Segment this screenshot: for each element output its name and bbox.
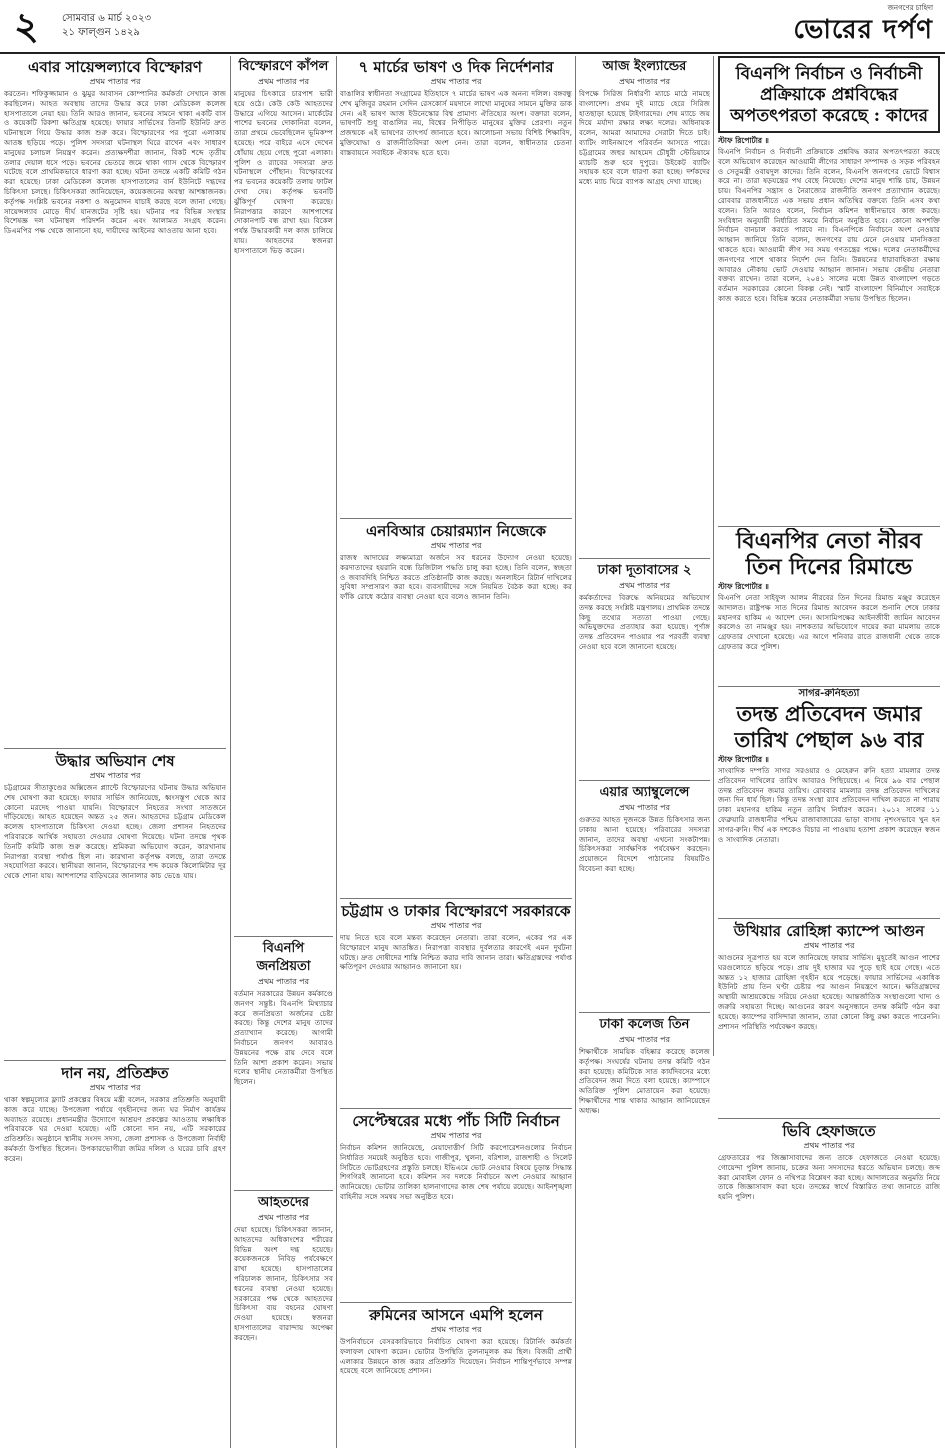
article [340, 900, 572, 1106]
newspaper-logo [793, 4, 933, 47]
article [579, 782, 710, 1012]
section-rule [234, 936, 333, 937]
continuation-label: প্রথম পাতার পর [89, 1083, 141, 1092]
article [718, 528, 940, 684]
brand-name: ভোরের দর্পণ [793, 15, 933, 45]
headline: আজ ইংল্যান্ডের [602, 59, 687, 74]
lead-article [718, 56, 940, 524]
article-body: চট্টগ্রামের সীতাকুণ্ডের অক্সিজেন প্ল্যান্টে বিস্ফোরণের ঘটনায় উদ্ধার অভিযান শেষ ঘোষণা করা হয়েছে। ফায়ার সার্ভিস জানিয়েছে, ধ্বংসস্তূপ থেকে আর কোনো মরদেহ পাওয়া যায়নি। বিস্ফোরণে নিহতের সংখ্যা সাতজনে দাঁড়িয়েছে। আহত হয়েছেন অন্তত ২৫ জন। আহতদের চট্টগ্রাম মেডিকেল কলেজ হাসপাতালে চিকিৎসা দেওয়া হচ্ছে। জেলা প্রশাসন নিহতদের পরিবারকে আর্থিক সহায়তা দেওয়ার ঘোষণা দিয়েছে। ঘটনা তদন্তে পৃথক তিনটি কমিটি কাজ শুরু করেছে। শ্রমিকরা অভিযোগ করেন, কারখানায় নিরাপত্তা ব্যবস্থা পর্যাপ্ত ছিল না। কারখানা কর্তৃপক্ষ বলছে, তারা তদন্তে সহযোগিতা করবে। স্থানীয়রা জানান, বিস্ফোরণের শব্দ কয়েক কিলোমিটার দূর থেকে শোনা যায়। আশপাশের বাড়িঘরের জানালার কাচ ভেঙে যায়। [4, 783, 226, 881]
column-rule [230, 56, 231, 1448]
continuation-label: প্রথম পাতার পর [89, 771, 141, 780]
article [4, 1062, 226, 1448]
article-body: শিক্ষার্থীকে সাময়িক বহিষ্কার করেছে কলেজ কর্তৃপক্ষ। সংঘর্ষের ঘটনায় তদন্ত কমিটি গঠন করা হয়েছে। কমিটিকে সাত কার্যদিবসের মধ্যে প্রতিবেদন জমা দিতে বলা হয়েছে। ক্যাম্পাসে অতিরিক্ত পুলিশ মোতায়েন করা হয়েছে। শিক্ষার্থীদের শান্ত থাকার আহ্বান জানিয়েছেন অধ্যক্ষ। [579, 1047, 710, 1115]
section-rule [718, 918, 940, 919]
article-body: সাংবাদিক দম্পতি সাগর সরওয়ার ও মেহেরুন রুনি হত্যা মামলার তদন্ত প্রতিবেদন দাখিলের তারিখ আবারও পিছিয়েছে। এ নিয়ে ৯৬ বার পেছাল তদন্ত প্রতিবেদন জমার তারিখ। রোববার মামলার তদন্ত প্রতিবেদন দাখিলের জন্য দিন ধার্য ছিল। কিন্তু তদন্ত সংস্থা র‍্যাব প্রতিবেদন দাখিল করতে না পারায় ঢাকা মহানগর হাকিম নতুন তারিখ নির্ধারণ করেন। ২০১২ সালের ১১ ফেব্রুয়ারি রাজধানীর পশ্চিম রাজাবাজারের ভাড়া বাসায় নৃশংসভাবে খুন হন সাগর-রুনি। দীর্ঘ এক দশকেও বিচার না পাওয়ায় হতাশা প্রকাশ করেছেন স্বজন ও সাংবাদিক নেতারা। [718, 766, 940, 844]
continuation-label: প্রথম পাতার পর [258, 1213, 309, 1222]
section-rule [579, 558, 710, 559]
headline: ভিবি হেফাজতে [782, 1122, 876, 1140]
article [234, 938, 333, 1188]
article-body: কর্মকর্তাদের বিরুদ্ধে অনিয়মের অভিযোগ তদন্ত করছে সংশ্লিষ্ট মন্ত্রণালয়। প্রাথমিক তদন্তে কিছু তথ্যের সত্যতা পাওয়া গেছে। অভিযুক্তদের প্রত্যাহার করা হয়েছে। পূর্ণাঙ্গ তদন্ত প্রতিবেদন পাওয়ার পর পরবর্তী ব্যবস্থা নেওয়া হবে বলে জানানো হয়েছে। [579, 593, 710, 651]
section-rule [718, 526, 940, 527]
brand-tagline: জনগণের চাহিদা [887, 4, 933, 12]
section-rule [718, 1118, 940, 1119]
continuation-label: প্রথম পাতার পর [430, 921, 482, 930]
headline: বিএনপির নেতা নীরব তিন দিনের রিমান্ডে [736, 528, 922, 580]
continuation-label: প্রথম পাতার পর [89, 77, 141, 86]
headline: রুমিনের আসনে এমপি হলেন [369, 1306, 543, 1324]
gregorian-date: সোমবার ৬ মার্চ ২০২৩ [62, 13, 151, 24]
section-rule [579, 780, 710, 781]
article-body: বিএনপি নেতা সাইফুল আলম নীরবের তিন দিনের রিমান্ড মঞ্জুর করেছেন আদালত। রাষ্ট্রপক্ষ সাত দিনের রিমান্ড আবেদন করলে শুনানি শেষে ঢাকার মহানগর হাকিম এ আদেশ দেন। আসামিপক্ষের আইনজীবী জামিন আবেদন করলেও তা নামঞ্জুর হয়। নাশকতার অভিযোগে দায়ের করা মামলায় তাকে গ্রেফতার দেখানো হয়েছে। এর আগে শনিবার রাতে রাজধানী থেকে তাকে গ্রেফতার করে পুলিশ। [718, 593, 940, 651]
article [579, 56, 710, 556]
column-rule [336, 56, 337, 1448]
continuation-label: প্রথম পাতার পর [619, 77, 670, 86]
article-body: রাজস্ব আদায়ের লক্ষ্যমাত্রা অর্জনে সব ধরনের উদ্যোগ নেওয়া হয়েছে। করদাতাদের হয়রানি বন্ধে ডিজিটাল পদ্ধতি চালু করা হচ্ছে। তিনি বলেন, স্বচ্ছতা ও জবাবদিহি নিশ্চিত করতে প্রতিষ্ঠানটি কাজ করছে। অনলাইনে রিটার্ন দাখিলের সুবিধা সম্প্রসারণ করা হবে। ব্যবসায়ীদের সঙ্গে নিয়মিত বৈঠক করা হচ্ছে। কর ফাঁকি রোধে কঠোর ব্যবস্থা নেওয়া হবে বলেও জানান তিনি। [340, 553, 572, 602]
headline: ঢাকা দূতাবাসের ২ [597, 563, 692, 578]
article [4, 750, 226, 1060]
continuation-label: প্রথম পাতার পর [430, 77, 482, 86]
article-body: করতেন। শফিকুজ্জামান ও ঝুমুর আবাসন কোম্পানির কর্মকর্তা সেখানে কাজ করছিলেন। আহত অবস্থায় তাদের উদ্ধার করে ঢাকা মেডিকেল কলেজ হাসপাতালে নেয়া হয়। তিনি আরও জানান, ভবনের সামনে থাকা একটি বাস ও কয়েকটি রিকশা ক্ষতিগ্রস্ত হয়েছে। ফায়ার সার্ভিসের তিনটি ইউনিট দ্রুত ঘটনাস্থলে গিয়ে উদ্ধার কাজ শুরু করে। বিস্ফোরণের পর পুরো এলাকায় আতঙ্ক ছড়িয়ে পড়ে। পুলিশ সদস্যরা ঘটনাস্থল ঘিরে রাখেন এবং সাধারণ মানুষের চলাচল নিয়ন্ত্রণ করেন। প্রত্যক্ষদর্শীরা জানান, বিকট শব্দে তৃতীয় তলার দেয়াল ধসে পড়ে। ভবনের ভেতরে জমে থাকা গ্যাস থেকে বিস্ফোরণ ঘটেছে বলে প্রাথমিকভাবে ধারণা করা হচ্ছে। ঘটনা তদন্তে একটি কমিটি গঠন করা হয়েছে। ঢাকা মেডিকেল কলেজ হাসপাতালের বার্ন ইউনিটে দগ্ধদের চিকিৎসা চলছে। চিকিৎসকরা জানিয়েছেন, কয়েকজনের অবস্থা আশঙ্কাজনক। কর্তৃপক্ষ সংশ্লিষ্ট ভবনের নকশা ও অনুমোদন যাচাই করছে বলে জানা গেছে। সায়েন্সল্যাব মোড়ে দীর্ঘ যানজটের সৃষ্টি হয়। ঘটনার পর বিভিন্ন সংস্থার বিশেষজ্ঞ দল ঘটনাস্থল পরিদর্শন করেন এবং আলামত সংগ্রহ করেন। ডিএমপির পক্ষ থেকে জানানো হয়, দায়ীদের আইনের আওতায় আনা হবে। [4, 89, 226, 236]
headline: এয়ার অ্যাম্বুলেন্সে [599, 785, 690, 800]
headline: উখিয়ার রোহিঙ্গা ক্যাম্পে আগুন [733, 922, 925, 940]
column-rule [713, 56, 714, 1056]
byline: স্টাফ রিপোর্টার ॥ [718, 136, 769, 145]
section-rule [234, 1190, 333, 1191]
headline: বিএনপি নির্বাচন ও নির্বাচনী প্রক্রিয়াকে প্রশ্নবিদ্ধের অপতৎপরতা করেছে : কাদের [730, 64, 928, 126]
article-body: গ্রেফতারের পর জিজ্ঞাসাবাদের জন্য তাকে হেফাজতে নেওয়া হয়েছে। গোয়েন্দা পুলিশ জানায়, চক্রের অন্য সদস্যদের ধরতে অভিযান চলছে। জব্দ করা মোবাইল ফোন ও নথিপত্র বিশ্লেষণ করা হচ্ছে। আদালতের অনুমতি নিয়ে তাকে জিজ্ঞাসাবাদ করা হবে। তদন্তের স্বার্থে বিস্তারিত তথ্য জানাতে রাজি হয়নি পুলিশ। [718, 1153, 940, 1202]
article-body: নির্বাচন কমিশন জানিয়েছে, মেয়াদোত্তীর্ণ সিটি করপোরেশনগুলোর নির্বাচন নির্ধারিত সময়েই অনুষ্ঠিত হবে। গাজীপুর, খুলনা, বরিশাল, রাজশাহী ও সিলেট সিটিতে ভোটগ্রহণের প্রস্তুতি চলছে। ইভিএমে ভোট নেওয়ার বিষয়ে চূড়ান্ত সিদ্ধান্ত শিগগিরই জানানো হবে। কমিশন সব দলকে নির্বাচনে অংশ নেওয়ার আহ্বান জানিয়েছে। ভোটার তালিকা হালনাগাদের কাজ শেষ পর্যায়ে রয়েছে। আইনশৃঙ্খলা বাহিনীর সঙ্গে সমন্বয় সভা অনুষ্ঠিত হবে। [340, 1143, 572, 1201]
headline: ঢাকা কলেজ তিন [599, 1017, 690, 1032]
section-rule [340, 518, 572, 519]
article-body: বাঙালির স্বাধীনতা সংগ্রামের ইতিহাসে ৭ মার্চের ভাষণ এক অনন্য দলিল। বঙ্গবন্ধু শেখ মুজিবুর রহমান সেদিন রেসকোর্স ময়দানে লাখো মানুষের সামনে মুক্তির ডাক দেন। এই ভাষণ আজ ইউনেস্কোর বিশ্ব প্রামাণ্য ঐতিহ্যের অংশ। বক্তারা বলেন, ভাষণটি শুধু বাঙালির নয়, বিশ্বের নিপীড়িত মানুষের মুক্তির প্রেরণা। নতুন প্রজন্মকে এই ভাষণের তাৎপর্য জানাতে হবে। আলোচনা সভায় বিশিষ্ট শিক্ষাবিদ, মুক্তিযোদ্ধা ও রাজনীতিবিদরা অংশ নেন। তারা বলেন, স্বাধীনতার চেতনা বাস্তবায়নে সবাইকে ঐক্যবদ্ধ হতে হবে। [340, 89, 572, 157]
section-rule [340, 898, 572, 899]
article [234, 1192, 333, 1448]
section-rule [579, 1012, 710, 1013]
article-body: বিএনপি নির্বাচন ও নির্বাচনী প্রক্রিয়াকে প্রশ্নবিদ্ধ করার অপতৎপরতা করছে বলে অভিযোগ করেছেন আওয়ামী লীগের সাধারণ সম্পাদক ও সড়ক পরিবহন ও সেতুমন্ত্রী ওবায়দুল কাদের। তিনি বলেন, বিএনপি জনগণের ভোটে বিশ্বাস করে না। তারা ষড়যন্ত্রের পথ বেছে নিয়েছে। দেশের মানুষ শান্তি চায়, উন্নয়ন চায়। বিএনপির সন্ত্রাস ও নৈরাজ্যের রাজনীতি জনগণ প্রত্যাখ্যান করেছে। রোববার রাজধানীতে এক সভায় প্রধান অতিথির বক্তব্যে তিনি এসব কথা বলেন। তিনি আরও বলেন, নির্বাচন কমিশন স্বাধীনভাবে কাজ করছে। সংবিধান অনুযায়ী নির্ধারিত সময়ে নির্বাচন অনুষ্ঠিত হবে। কোনো অপশক্তি নির্বাচন বানচাল করতে পারবে না। বিএনপিকে নির্বাচনে অংশ নেওয়ার আহ্বান জানিয়ে তিনি বলেন, জনগণের রায় মেনে নেওয়ার মানসিকতা থাকতে হবে। আওয়ামী লীগ সব সময় গণতন্ত্রের পক্ষে। দলের নেতাকর্মীদের জনগণের পাশে থাকার নির্দেশ দেন তিনি। উন্নয়নের ধারাবাহিকতা রক্ষায় আবারও নৌকায় ভোট দেওয়ার আহ্বান জানান। সভায় কেন্দ্রীয় নেতারা বক্তব্য রাখেন। তারা বলেন, ২০৪১ সালের মধ্যে উন্নত বাংলাদেশ গড়তে বর্তমান সরকারের কোনো বিকল্প নেই। স্মার্ট বাংলাদেশ বিনির্মাণে সবাইকে কাজ করতে হবে। বিভিন্ন স্তরের নেতাকর্মীরা সভায় উপস্থিত ছিলেন। [718, 147, 940, 303]
headline: দান নয়, প্রতিশ্রুত [61, 1064, 169, 1082]
headline: উদ্ধার অভিযান শেষ [55, 752, 175, 770]
continuation-label: প্রথম পাতার পর [430, 1325, 482, 1334]
article-body: থাকা স্বল্পমূল্যের ফ্ল্যাট প্রকল্পের বিষয়ে মন্ত্রী বলেন, সরকার প্রতিশ্রুতি অনুযায়ী কাজ করে যাচ্ছে। উপজেলা পর্যায়ে গৃহহীনদের জন্য ঘর নির্মাণ কার্যক্রম অব্যাহত রয়েছে। প্রধানমন্ত্রীর উদ্যোগে আশ্রয়ণ প্রকল্পের আওতায় লক্ষাধিক পরিবারকে ঘর দেওয়া হয়েছে। এটি কোনো দান নয়, এটি সরকারের প্রতিশ্রুতি। অনুষ্ঠানে স্থানীয় সংসদ সদস্য, জেলা প্রশাসক ও উপজেলা নির্বাহী কর্মকর্তা উপস্থিত ছিলেন। উপকারভোগীরা জমির দলিল ও ঘরের চাবি গ্রহণ করেন। [4, 1095, 226, 1163]
headline: এবার সায়েন্সল্যাবে বিস্ফোরণ [28, 58, 202, 76]
article [718, 920, 940, 1116]
article [340, 520, 572, 898]
bengali-date: ২১ ফাল্গুন ১৪২৯ [62, 27, 140, 38]
headline: এনবিআর চেয়ারম্যান নিজেকে [365, 522, 546, 540]
headline: আহতদের [258, 1195, 309, 1210]
article-body: গুরুতর আহত দুজনকে উন্নত চিকিৎসার জন্য ঢাকায় আনা হয়েছে। পরিবারের সদস্যরা জানান, তাদের অবস্থা এখনো সংকটাপন্ন। চিকিৎসকরা সার্বক্ষণিক পর্যবেক্ষণ করছেন। প্রয়োজনে বিদেশে পাঠানোর বিষয়টিও বিবেচনা করা হচ্ছে। [579, 815, 710, 873]
lead-headline-box [718, 56, 940, 133]
section-rule [718, 686, 940, 687]
article [340, 1110, 572, 1300]
byline: স্টাফ রিপোর্টার ॥ [718, 582, 769, 591]
article-body: মানুষের চিৎকারে চারপাশ ভারী হয়ে ওঠে। কেউ কেউ আহতদের উদ্ধারে এগিয়ে আসেন। মার্কেটের পাশের ভবনের দোকানিরা বলেন, তারা প্রথমে ভেবেছিলেন ভূমিকম্প হয়েছে। পরে বাইরে এসে দেখেন ধোঁয়ায় ছেয়ে গেছে পুরো এলাকা। পুলিশ ও র‍্যাবের সদস্যরা দ্রুত ঘটনাস্থলে পৌঁছান। বিস্ফোরণের পর ভবনের কয়েকটি তলায় ফাটল দেখা দেয়। কর্তৃপক্ষ ভবনটি ঝুঁকিপূর্ণ ঘোষণা করেছে। নিরাপত্তার কারণে আশপাশের দোকানপাট বন্ধ রাখা হয়। বিকেল পর্যন্ত উদ্ধারকারী দল কাজ চালিয়ে যায়। আহতদের স্বজনরা হাসপাতালে ভিড় করেন। [234, 89, 333, 255]
continuation-label: প্রথম পাতার পর [803, 941, 855, 950]
headline: চট্টগ্রাম ও ঢাকার বিস্ফোরণে সরকারকে [341, 902, 571, 920]
continuation-label: প্রথম পাতার পর [430, 541, 482, 550]
article [234, 56, 333, 936]
article [579, 560, 710, 780]
article [4, 56, 226, 746]
date-line [62, 12, 151, 40]
byline: স্টাফ রিপোর্টার ॥ [718, 755, 769, 764]
article-body: বর্তমান সরকারের উন্নয়ন কর্মকাণ্ডে জনগণ সন্তুষ্ট। বিএনপি মিথ্যাচার করে জনপ্রিয়তা অর্জনের চেষ্টা করছে। কিন্তু দেশের মানুষ তাদের প্রত্যাখ্যান করেছে। আগামী নির্বাচনে জনগণ আবারও উন্নয়নের পক্ষে রায় দেবে বলে তিনি আশা প্রকাশ করেন। সভায় দলের স্থানীয় নেতাকর্মীরা উপস্থিত ছিলেন। [234, 989, 333, 1087]
continuation-label: প্রথম পাতার পর [803, 1141, 855, 1150]
kicker: সাগর-রুনিহত্যা [798, 688, 860, 699]
headline: সেপ্টেম্বরের মধ্যে পাঁচ সিটি নির্বাচন [352, 1112, 560, 1130]
headline: ৭ মার্চের ভাষণ ও দিক নির্দেশনার [358, 58, 554, 76]
headline: বিস্ফোরণে কাঁপল [238, 59, 329, 74]
article-body: দায় নিতে হবে বলে মন্তব্য করেছেন নেতারা। তারা বলেন, একের পর এক বিস্ফোরণে মানুষ আতঙ্কিত। নিরাপত্তা ব্যবস্থার দুর্বলতার কারণেই এমন দুর্ঘটনা ঘটছে। দ্রুত দোষীদের শাস্তি নিশ্চিত করার দাবি জানান তারা। ক্ষতিগ্রস্তদের পর্যাপ্ত ক্ষতিপূরণ দেওয়ার আহ্বানও জানানো হয়। [340, 933, 572, 972]
continuation-label: প্রথম পাতার পর [430, 1131, 482, 1140]
headline: বিএনপি জনপ্রিয়তা [256, 941, 311, 974]
continuation-label: প্রথম পাতার পর [619, 581, 670, 590]
section-rule [340, 1108, 572, 1109]
headline: তদন্ত প্রতিবেদন জমার তারিখ পেছাল ৯৬ বার [734, 701, 924, 752]
section-rule [4, 1060, 226, 1061]
article [340, 56, 572, 516]
article-body: বিপক্ষে সিরিজ নির্ধারণী ম্যাচে মাঠে নামছে বাংলাদেশ। প্রথম দুই ম্যাচে হেরে সিরিজ হাতছাড়া হয়েছে টাইগারদের। শেষ ম্যাচে জয় দিয়ে মর্যাদা রক্ষার লক্ষ্য দলের। অধিনায়ক বলেন, আমরা আমাদের সেরাটা দিতে চাই। ব্যাটিং লাইনআপে পরিবর্তন আসতে পারে। চট্টগ্রামের জহুর আহমেদ চৌধুরী স্টেডিয়ামে ম্যাচটি শুরু হবে দুপুরে। উইকেট ব্যাটিং সহায়ক হবে বলে ধারণা করা হচ্ছে। দর্শকদের মধ্যে ম্যাচ ঘিরে ব্যাপক আগ্রহ দেখা যাচ্ছে। [579, 89, 710, 187]
section-rule [340, 1302, 572, 1303]
article [340, 1304, 572, 1448]
page-number: ২ [14, 3, 39, 48]
article-body: আগুনের সূত্রপাত হয় বলে জানিয়েছে ফায়ার সার্ভিস। মুহূর্তেই আগুন পাশের ঘরগুলোতে ছড়িয়ে পড়ে। প্রায় দুই হাজার ঘর পুড়ে ছাই হয়ে গেছে। এতে অন্তত ১২ হাজার রোহিঙ্গা গৃহহীন হয়ে পড়েছে। ফায়ার সার্ভিসের একাধিক ইউনিট প্রায় তিন ঘণ্টা চেষ্টার পর আগুন নিয়ন্ত্রণে আনে। ক্ষতিগ্রস্তদের অস্থায়ী আশ্রয়কেন্দ্রে সরিয়ে নেওয়া হয়েছে। আন্তর্জাতিক সংস্থাগুলো খাদ্য ও জরুরি সহায়তা দিচ্ছে। আগুনের কারণ অনুসন্ধানে তদন্ত কমিটি গঠন করা হয়েছে। ক্যাম্পের বাসিন্দারা জানান, তারা কোনো কিছু রক্ষা করতে পারেননি। প্রশাসন পরিস্থিতি পর্যবেক্ষণ করছে। [718, 953, 940, 1031]
masthead [0, 0, 945, 54]
article [718, 688, 940, 916]
column-rule [575, 56, 576, 1448]
continuation-label: প্রথম পাতার পর [258, 977, 309, 986]
article [718, 1120, 940, 1448]
article [579, 1014, 710, 1448]
article-body: দেয়া হয়েছে। চিকিৎসকরা জানান, আহতদের অধিকাংশের শরীরের বিভিন্ন অংশ দগ্ধ হয়েছে। কয়েকজনকে নিবিড় পর্যবেক্ষণে রাখা হয়েছে। হাসপাতালের পরিচালক জানান, চিকিৎসার সব ধরনের ব্যবস্থা নেওয়া হয়েছে। সরকারের পক্ষ থেকে আহতদের চিকিৎসা ব্যয় বহনের ঘোষণা দেওয়া হয়েছে। স্বজনরা হাসপাতালের বারান্দায় অপেক্ষা করছেন। [234, 1225, 333, 1342]
article-body: উপনির্বাচনে বেসরকারিভাবে নির্বাচিত ঘোষণা করা হয়েছে। রিটার্নিং কর্মকর্তা ফলাফল ঘোষণা করেন। ভোটার উপস্থিতি তুলনামূলক কম ছিল। বিজয়ী প্রার্থী এলাকার উন্নয়নে কাজ করার প্রতিশ্রুতি দিয়েছেন। নির্বাচন শান্তিপূর্ণভাবে সম্পন্ন হয়েছে বলে জানিয়েছে প্রশাসন। [340, 1337, 572, 1376]
continuation-label: প্রথম পাতার পর [258, 77, 309, 86]
continuation-label: প্রথম পাতার পর [619, 1035, 670, 1044]
continuation-label: প্রথম পাতার পর [619, 803, 670, 812]
section-rule [4, 748, 226, 749]
